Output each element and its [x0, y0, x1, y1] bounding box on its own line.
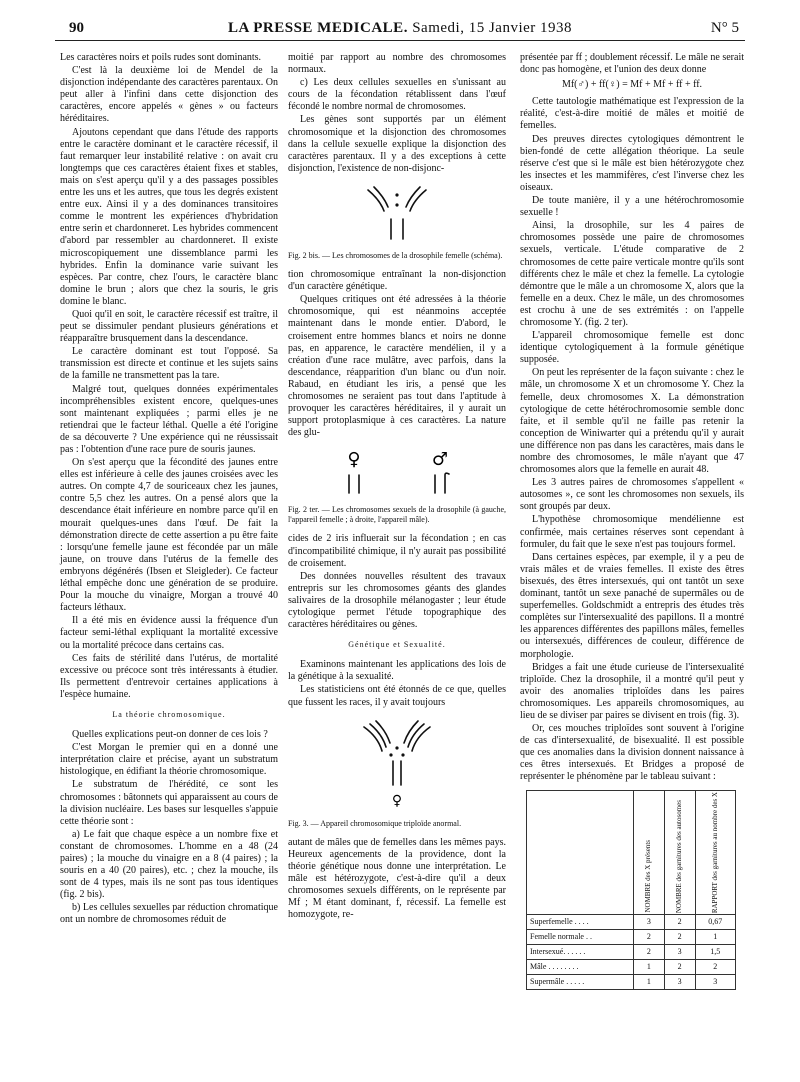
paragraph: c) Les deux cellules sexuelles en s'unissant au cours de la fécondation rétablissent dans l'œuf fécondé le nombre normal de chromosomes.: [288, 77, 506, 113]
triploid-chromosome-diagram: [288, 715, 506, 811]
paragraph: Des données nouvelles résultent des travaux entrepris sur les chromosomes géants des glandes salivaires de la drosophile mélanogaster ; leur étude cytologique permet l'étude topographique des caractères héréditaires ou gènes.: [288, 570, 506, 631]
column-2: [288, 52, 506, 922]
paragraph: Le substratum de l'hérédité, ce sont les chromosomes : bâtonnets qui apparaissent au cours de la division nucléaire. Les bases sur lesquelles s'appuie cette théorie sont :: [60, 779, 278, 827]
section-heading: La théorie chromosomique.: [112, 709, 226, 719]
table-header: [695, 790, 735, 914]
cell: 3: [634, 914, 665, 929]
paragraph: Quelles explications peut-on donner de ces lois ?: [72, 729, 268, 741]
paragraph: Les gènes sont supportés par un élément chromosomique et la disjonction des chromosomes dans la cellule sexuelle explique la disjonction des caractères parentaux. Il y a des exceptions à cette disjonction, l'existence de non-disjonc-: [288, 114, 506, 174]
table-row: [527, 914, 736, 929]
paragraph: cides de 2 iris influerait sur la fécondation ; en cas d'incompatibilité chimique, il n'y aurait pas possibilité de croisement.: [288, 533, 506, 569]
paragraph: L'appareil chromosomique femelle est donc identique cytologiquement à la formule génétique supposée.: [520, 330, 744, 366]
figure-2ter: [288, 445, 506, 525]
paragraph: Les statisticiens ont été étonnés de ce que, quelles que fussent les races, il y avait toujours: [288, 684, 506, 708]
journal-title: LA PRESSE MEDICALE.: [227, 20, 408, 36]
header-text: RAPPORT des garnitures au nombre des X: [710, 791, 719, 913]
paragraph: Examinons maintenant les applications des lois de la génétique à la sexualité.: [288, 659, 506, 683]
table-row: [527, 929, 736, 944]
paragraph: De toute manière, il y a une hétérochromosomie sexuelle !: [520, 195, 744, 219]
cell: 2: [664, 959, 695, 974]
female-symbol: ♀: [391, 792, 403, 809]
row-label: Femelle normale . .: [527, 929, 634, 944]
paragraph: Malgré tout, quelques données expérimentales incompréhensibles existent encore, quelques-unes sont maintenant expliquées ; parmi elles je ne retiendrai que le facteur léthal. Quelle a été l'origine de sa découverte ? Une expérience qui ne réussissait pas : l'obtention d'une race pure de souris jaunes.: [60, 383, 278, 455]
figure-caption: Fig. 2 ter. — Les chromosomes sexuels de la drosophile (à gauche, l'appareil femelle ; à droite, l'appareil mâle).: [288, 505, 506, 525]
paragraph: Ces faits de stérilité dans l'utérus, de mortalité excessive ou précoce sont très intéressants à étudier. Ils permettent d'entrevoir certaines applications à l'espèce humaine.: [60, 652, 278, 700]
paragraph: Les caractères noirs et poils rudes sont dominants.: [60, 52, 262, 63]
issue-number: N° 5: [710, 20, 739, 36]
table-header-row: [527, 790, 736, 914]
journal-line: [55, 20, 745, 37]
figure-caption: Fig. 3. — Appareil chromosomique triploïde anormal.: [288, 818, 462, 828]
paragraph: Des preuves directes cytologiques démontrent le bien-fondé de cette allégation théorique. La seule réserve c'est que si le mâle est bien hétérozygote chez les insectes et les mammifères, c'est l'inverse chez les oiseaux.: [520, 133, 744, 193]
male-symbol: ♂: [431, 449, 449, 471]
figure-3: [288, 715, 506, 829]
page-header: [55, 20, 745, 41]
table-corner: [527, 790, 634, 914]
paragraph: Ajoutons cependant que dans l'étude des rapports entre le caractère dominant et le caractère récessif, il faut remarquer leur instabilité relative : on avait cru longtemps que ces caractères étaient fixes et stables, mais on s'est aperçu qu'il y a des passages possibles entre les uns et les autres, que tous les degrés existent entre eux. Ainsi il y a des dominances transitoires comme le montrent les expériences d'hybridation entre serin et chardonneret. Les hybrides commencent d'abord par ressembler au chardonneret. Il existe microscopiquement une dissemblance parmi les hybrides. Enfin la dominance varie suivant les espèces. Par contre, chez l'ours, le caractère blanc domine le brun ; alors que chez la souris, le gris domine le blanc.: [60, 126, 278, 307]
cell: 3: [664, 975, 695, 990]
cell: 1: [695, 929, 735, 944]
cell: 1: [634, 959, 665, 974]
column-1: [60, 52, 278, 928]
figure-caption: Fig. 2 bis. — Les chromosomes de la drosophile femelle (schéma).: [288, 251, 503, 261]
cell: 0,67: [695, 914, 735, 929]
cell: 1,5: [695, 944, 735, 959]
table-header: [634, 790, 665, 914]
paragraph: Dans certaines espèces, par exemple, il y a peu de vrais mâles et de vraies femelles. Il existe des êtres bisexués, des êtres intersexués, qui ont tantôt un sexe dominant, tantôt un sexe panaché de supermâles ou de superfemelles. Goldschmidt a entrepris des études très complètes sur l'intersexualité des papillons. Il a montré les apparences différentes des papillons mâles, femelles ou intersexués, différences de couleur, différence de morphologie.: [520, 551, 744, 660]
row-label: Supermâle . . . . .: [527, 975, 634, 990]
paragraph: Cette tautologie mathématique est l'expression de la réalité, c'est-à-dire moitié de mâles et moitié de femelles.: [520, 96, 744, 132]
paragraph: C'est Morgan le premier qui en a donné une interprétation claire et précise, ayant un substratum histologique, en édifiant la théorie chromosomique.: [60, 742, 278, 778]
cell: 2: [634, 944, 665, 959]
table-row: [527, 975, 736, 990]
cell: 2: [695, 959, 735, 974]
cell: 3: [664, 944, 695, 959]
paragraph: b) Les cellules sexuelles par réduction chromatique ont un nombre de chromosomes réduit de: [60, 902, 278, 926]
paragraph: Quelques critiques ont été adressées à la théorie chromosomique, qui est néanmoins acceptée maintenant dans le monde entier. D'abord, le croisement entre hommes blancs et noirs ne donne pas, en apparence, le caractère mendélien, il y a création d'une race mulâtre, avec parfois, dans la descendance, réapparition d'un blanc ou d'un noir. Rabaud, en étudiant les iris, a pensé que les chromosomes ne seraient pas tout dans l'aptitude à provoquer les caractères héréditaires, il y aurait un support protoplasmique à ces caractères. La nature des glu-: [288, 294, 506, 439]
paragraph: Les 3 autres paires de chromosomes s'appellent « autosomes », ce sont les chromosomes non sexuels, ils sont groupés par deux.: [520, 477, 744, 513]
paragraph: C'est là la deuxième loi de Mendel de la disjonction indépendante des caractères parentaux. On peut aller à l'infini dans cette disjonction des caractères, encore appelés « gènes » ou facteurs héréditaires.: [60, 65, 278, 125]
paragraph: On peut les représenter de la façon suivante : chez le mâle, un chromosome X et un chromosome Y. Chez la femelle, deux chromosomes X. La démonstration cytologique de cette hétérochromosomie semble donc faite, et il semble qu'il ne faille pas retenir la conception de Winiwarter qui a prétendu qu'il y aurait une différence non pas dans les caractères, mais dans le nombre des chromosomes, le mâle n'ayant que 47 chromosomes alors que la femelle en aurait 48.: [520, 367, 744, 476]
paragraph: L'hypothèse chromosomique mendélienne est confirmée, mais certaines réserves sont cependant à formuler, du fait que le sexe n'est pas toujours formel.: [520, 514, 744, 550]
paragraph: Or, ces mouches triploïdes sont souvent à l'origine de cas d'intersexualité, de bisexualité. Il est possible que ces anomalies dans la division donnent naissance à ces êtres intersexués. Et Bridges a proposé de représenter le phénomène par le tableau suivant :: [520, 723, 744, 783]
cell: 2: [664, 914, 695, 929]
paragraph: On s'est aperçu que la fécondité des jaunes entre elles est inférieure à celle des jaunes croisées avec les autres. On compte 4,7 de souriceaux chez les jaunes, contre 5,5 chez les autres. On a pensé alors que la descendance était inférieure en nombre parce qu'il en mourait quelques-unes dans l'œuf. De fait la démonstration directe de cette assertion a pu être faite : lorsqu'une femelle jaune est fécondée par un mâle jaune, on trouve dans l'utérus de la femelle des embryons dégénérés (Ibsen et Sleigleder). Ce facteur léthal empêche donc une génération de se produire. Pour la mouche du vinaigre, Morgan a trouvé 40 facteurs léthaux.: [60, 457, 278, 614]
page-number: 90: [69, 20, 84, 36]
table-row: [527, 959, 736, 974]
cell: 1: [634, 975, 665, 990]
cell: 2: [634, 929, 665, 944]
sex-chromosome-diagram: [288, 445, 506, 497]
bridges-table: [526, 790, 736, 991]
paragraph: Il a été mis en évidence aussi la fréquence d'un facteur semi-léthal expliquant la mortalité excessive ou la mortalité précoce dans certains cas.: [60, 615, 278, 651]
row-label: Superfemelle . . . .: [527, 914, 634, 929]
header-text: NOMBRE des garnitures des autosomes: [675, 799, 684, 913]
paragraph: autant de mâles que de femelles dans les mêmes pays. Heureux agencements de la providence, dont la théorie génétique nous donne une interprétation. Le mâle est hétérozygote, c'est-à-dire qu'il a deux chromosomes sexuels différents, on le représente par Mf ; M étant dominant, f, récessif. La femelle est homozygote, re-: [288, 836, 506, 921]
paragraph: Bridges a fait une étude curieuse de l'intersexualité triploïde. Chez la drosophile, il a montré qu'il peut y avoir des anomalies triploïdes dans les paires chromosomiques. Les appareils chromosomiques, au lieu de se diviser par paires se divisent en trois (fig. 3).: [520, 661, 744, 721]
paragraph: moitié par rapport au nombre des chromosomes normaux.: [288, 52, 506, 76]
cell: 3: [695, 975, 735, 990]
column-3: [520, 52, 744, 990]
paragraph: Le caractère dominant est tout l'opposé. Sa transmission est directe et continue et les sujets sains de la famille ne transmettent pas la tare.: [60, 346, 278, 382]
paragraph: présentée par ff ; doublement récessif. Le mâle ne serait donc pas homogène, et l'union des deux donne: [520, 52, 744, 76]
paragraph: Ainsi, la drosophile, sur les 4 paires de chromosomes possède une paire de chromosomes sexuels, verticale. L'étude comparative de 2 chromosomes de cette paire verticale montre qu'ils sont différents chez le mâle et chez la femelle. La cytologie démontre que le mâle a un chromosome X, alors que la femelle en a deux. Chez le mâle, un des chromosomes est crochu à une de ses extrémités : on l'appelle chromosome Y. (fig. 2 ter).: [520, 220, 744, 328]
formula: Mf(♂) + ff(♀) = Mf + Mf + ff + ff.: [561, 79, 703, 91]
row-label: Mâle . . . . . . . .: [527, 959, 634, 974]
table-header: [664, 790, 695, 914]
row-label: Intersexué. . . . . .: [527, 944, 634, 959]
paragraph: Quoi qu'il en soit, le caractère récessif est traître, il peut se dissimuler pendant plusieurs générations et réapparaître brusquement dans la descendance.: [60, 308, 278, 345]
paragraph: tion chromosomique entraînant la non-disjonction d'un caractère génétique.: [288, 269, 506, 293]
paragraph: a) Le fait que chaque espèce a un nombre fixe et constant de chromosomes. L'homme en a 48 (24 paires) ; la mouche du vinaigre en a 8 (4 paires) ; la souris en a 40 (20 paires), etc. ; chez la mouche, ils sont de 4 types, mais ils ne sont pas tous identiques (fig. 2 bis).: [60, 828, 278, 901]
cell: 2: [664, 929, 695, 944]
section-heading: Génétique et Sexualité.: [348, 640, 446, 650]
female-symbol: ♀: [347, 449, 361, 471]
table-row: [527, 944, 736, 959]
chromosome-diagram: [288, 181, 506, 243]
issue-date: Samedi, 15 Janvier 1938: [412, 20, 573, 36]
header-text: NOMBRE des X présents: [644, 840, 653, 913]
figure-2bis: [288, 181, 506, 261]
